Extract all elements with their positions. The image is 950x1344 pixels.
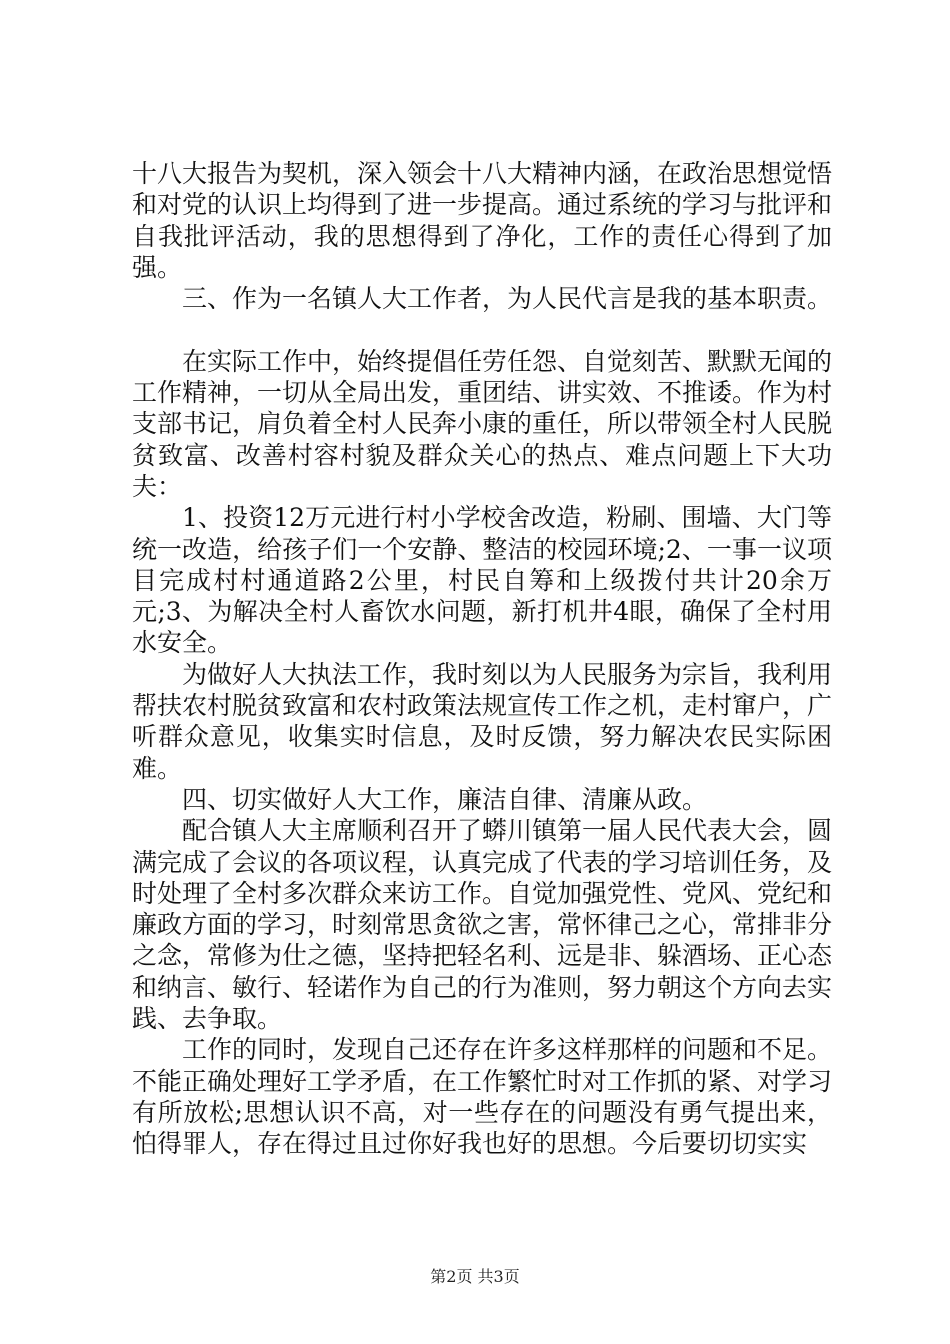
heading-section-four: 四、切实做好人大工作，廉洁自律、清廉从政。 bbox=[182, 784, 708, 814]
document-body bbox=[132, 158, 832, 1160]
paragraph-practical-work: 在实际工作中，始终提倡任劳任怨、自觉刻苦、默默无闻的工作精神，一切从全局出发，重团结、讲实效、不推诿。作为村支部书记，肩负着全村人民奔小康的重任，所以带领全村人民脱贫致富、改善村容村貌及群众关心的热点、难点问题上下大功夫： bbox=[132, 346, 833, 501]
page-number-label: 第2页 共3页 bbox=[430, 1267, 520, 1286]
paragraph-projects: 1、投资12万元进行村小学校舍改造，粉刷、围墙、大门等统一改造，给孩子们一个安静、整洁的校园环境;2、一事一议项目完成村村通道路2公里，村民自筹和上级拨付共计20余万元;3、为解决全村人畜饮水问题，新打机井4眼，确保了全村用水安全。 bbox=[132, 503, 832, 658]
blank-line bbox=[132, 314, 832, 345]
page-footer bbox=[0, 1267, 950, 1287]
paragraph-law-enforcement: 为做好人大执法工作，我时刻以为人民服务为宗旨，我利用帮扶农村脱贫致富和农村政策法规宣传工作之机，走村窜户，广听群众意见，收集实时信息，及时反馈，努力解决农民实际困难。 bbox=[132, 659, 833, 783]
paragraph-intro: 十八大报告为契机，深入领会十八大精神内涵，在政治思想觉悟和对党的认识上均得到了进一步提高。通过系统的学习与批评和自我批评活动，我的思想得到了净化，工作的责任心得到了加强。 bbox=[132, 159, 833, 282]
paragraph-congress: 配合镇人大主席顺利召开了蟒川镇第一届人民代表大会，圆满完成了会议的各项议程，认真完成了代表的学习培训任务，及时处理了全村多次群众来访工作。自觉加强党性、党风、党纪和廉政方面的学习，时刻常思贪欲之害，常怀律己之心，常排非分之念，常修为仕之德，坚持把轻名利、远是非、躲酒场、正心态和纳言、敏行、轻诺作为自己的行为准则，努力朝这个方向去实践、去争取。 bbox=[132, 816, 833, 1034]
heading-section-three: 三、作为一名镇人大工作者，为人民代言是我的基本职责。 bbox=[182, 284, 833, 314]
paragraph-shortcomings: 工作的同时，发现自己还存在许多这样那样的问题和不足。不能正确处理好工学矛盾，在工作繁忙时对工作抓的紧、对学习有所放松;思想认识不高，对一些存在的问题没有勇气提出来，怕得罪人，存在得过且过你好我也好的思想。今后要切切实实 bbox=[132, 1035, 833, 1159]
